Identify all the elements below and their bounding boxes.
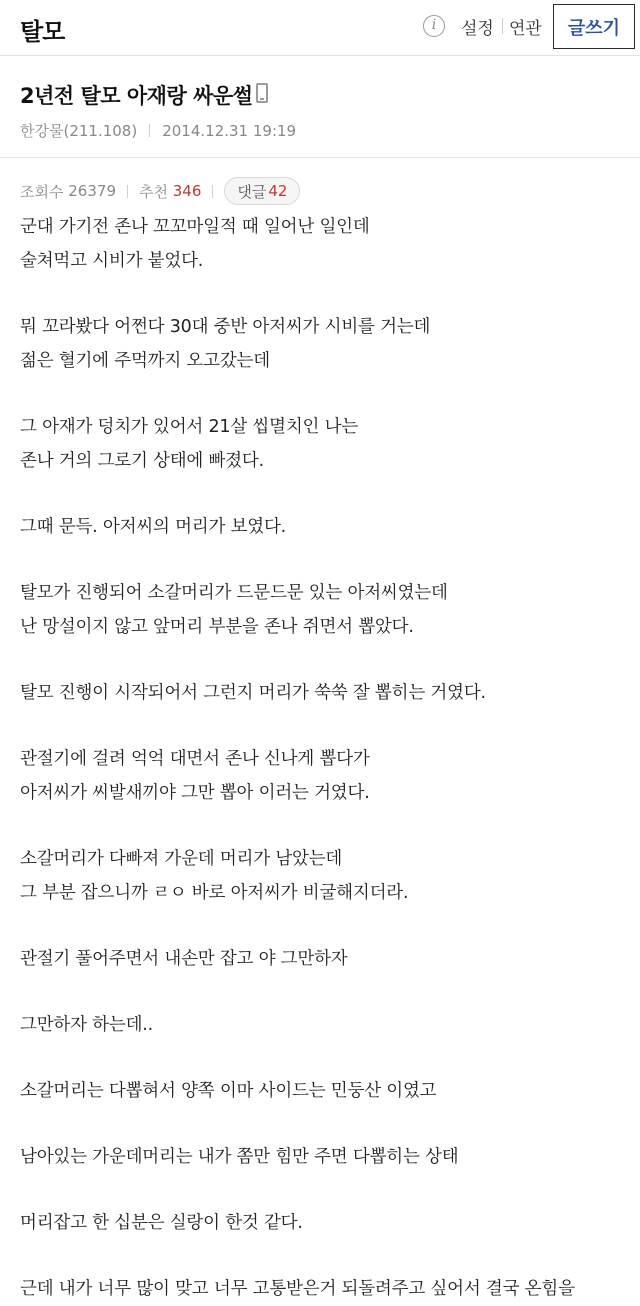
body-paragraph [20, 1272, 630, 1306]
author-name[interactable]: 한강물(211.108) [20, 122, 138, 140]
related-link[interactable]: 연관 [509, 19, 542, 39]
body-paragraph [20, 1074, 630, 1108]
divider [127, 185, 128, 198]
body-line: 뭐 꼬라봤다 어쩐다 30대 중반 아저씨가 시비를 거는데 [20, 317, 431, 337]
body-line: 아저씨가 씨발새끼야 그만 뽑아 이러는 거였다. [20, 783, 370, 803]
body-line: 난 망설이지 않고 앞머리 부분을 존나 쥐면서 뽑았다. [20, 617, 414, 637]
post-stats [20, 176, 300, 206]
body-line: 탈모가 진행되어 소갈머리가 드문드문 있는 아저씨였는데 [20, 583, 448, 603]
body-line: 술쳐먹고 시비가 붙었다. [20, 251, 204, 271]
views-label: 조회수 [20, 182, 64, 201]
body-line: 머리잡고 한 십분은 실랑이 한것 같다. [20, 1213, 303, 1233]
body-line: 탈모 진행이 시작되어서 그런지 머리가 쑥쑥 잘 뽑히는 거였다. [20, 683, 486, 703]
body-line: 존나 거의 그로기 상태에 빠졌다. [20, 451, 264, 471]
comments-button[interactable] [224, 177, 300, 205]
body-line: 그 부분 잡으니까 ㄹㅇ 바로 아저씨가 비굴해지더라. [20, 883, 409, 903]
recommend-count: 346 [172, 182, 202, 200]
body-line: 근데 내가 너무 많이 맞고 너무 고통받은거 되돌려주고 싶어서 결국 온힘을 [20, 1279, 575, 1299]
body-line: 그 아재가 덩치가 있어서 21살 씹멸치인 나는 [20, 417, 359, 437]
body-paragraph [20, 942, 630, 976]
post-date: 2014.12.31 19:19 [162, 122, 297, 140]
body-line: 그만하자 하는데.. [20, 1015, 154, 1035]
divider [212, 185, 213, 198]
mobile-phone-icon [256, 83, 268, 103]
body-line: 소갈머리는 다뽑혀서 양쪽 이마 사이드는 민둥산 이였고 [20, 1081, 437, 1101]
body-line: 남아있는 가운데머리는 내가 쫌만 힘만 주면 다뽑히는 상태 [20, 1147, 459, 1167]
body-paragraph [20, 1008, 630, 1042]
views-count: 26379 [68, 182, 116, 200]
divider [502, 18, 503, 34]
body-paragraph [20, 210, 630, 278]
board-name[interactable]: 탈모 [20, 18, 65, 46]
body-line: 관절기 풀어주면서 내손만 잡고 야 그만하자 [20, 949, 348, 969]
post-header [0, 56, 640, 158]
recommend-label: 추천 [138, 182, 168, 201]
comments-label: 댓글 [237, 182, 267, 201]
body-paragraph [20, 510, 630, 544]
body-paragraph [20, 410, 630, 478]
post-body [20, 210, 630, 1306]
body-line: 소갈머리가 다빠져 가운데 머리가 남았는데 [20, 849, 343, 869]
top-bar [0, 0, 640, 56]
body-paragraph [20, 1140, 630, 1174]
body-line: 그때 문득. 아저씨의 머리가 보였다. [20, 517, 287, 537]
body-line: 젊은 혈기에 주먹까지 오고갔는데 [20, 351, 270, 371]
settings-link[interactable]: 설정 [461, 19, 494, 39]
body-paragraph [20, 742, 630, 810]
comments-count: 42 [268, 182, 288, 200]
post-title: 2년전 탈모 아재랑 싸운썰 [20, 84, 253, 108]
info-icon[interactable]: i [423, 15, 445, 37]
body-paragraph [20, 676, 630, 710]
write-button[interactable]: 글쓰기 [553, 4, 635, 49]
divider [149, 124, 150, 137]
body-line: 군대 가기전 존나 꼬꼬마일적 때 일어난 일인데 [20, 217, 370, 237]
body-paragraph [20, 1206, 630, 1240]
body-line: 관절기에 걸려 억억 대면서 존나 신나게 뽑다가 [20, 749, 370, 769]
body-paragraph [20, 842, 630, 910]
post-meta [20, 120, 296, 141]
body-paragraph [20, 310, 630, 378]
body-paragraph [20, 576, 630, 644]
